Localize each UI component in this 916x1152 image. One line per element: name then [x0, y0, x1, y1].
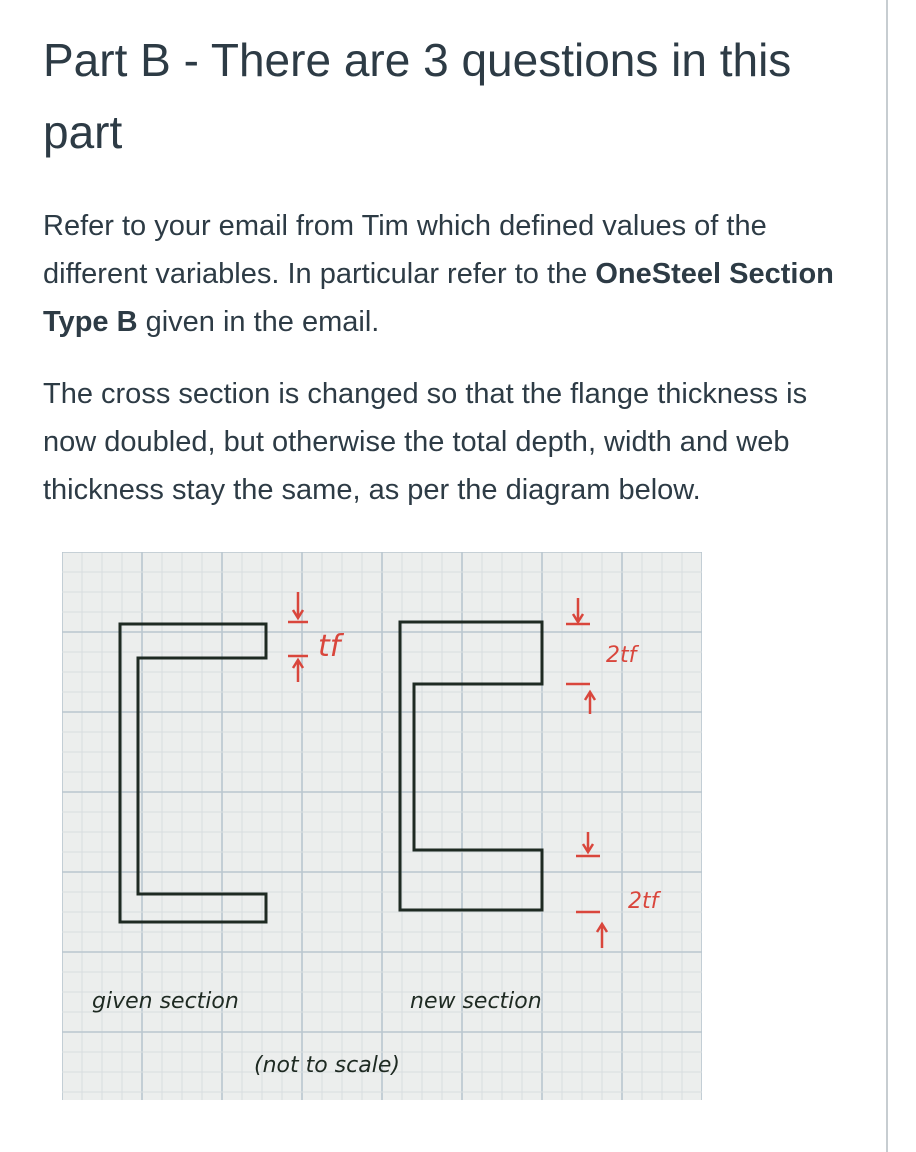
bottom-2tf-label: 2tf	[628, 889, 659, 914]
intro-text-before: Refer to your email from Tim which defined values of the different variables. In particular refer to the	[43, 210, 767, 290]
graph-paper-grid	[62, 552, 702, 1100]
top-2tf-label: 2tf	[606, 643, 637, 668]
intro-text-after: given in the email.	[137, 306, 380, 338]
page-title: Part B - There are 3 questions in this part	[43, 34, 792, 158]
new-section-caption: new section	[410, 989, 542, 1014]
tf-dimension-marker	[288, 592, 308, 682]
description-paragraph: The cross section is changed so that the flange thickness is now doubled, but otherwise the total depth, width and web thickness stay the same, as per the diagram below.	[43, 378, 808, 506]
intro-paragraph	[43, 202, 853, 346]
page-right-border	[886, 0, 888, 1152]
given-section-caption: given section	[92, 989, 239, 1014]
top-2tf-dimension-marker	[566, 598, 595, 714]
tf-label: tf	[318, 629, 341, 664]
cross-section-diagram	[62, 552, 702, 1100]
section-type-name: OneSteel Section Type B	[43, 258, 834, 338]
new-section-outline	[400, 622, 542, 910]
diagram-svg	[62, 552, 702, 1100]
not-to-scale-caption: (not to scale)	[254, 1053, 400, 1078]
question-content	[43, 24, 853, 514]
